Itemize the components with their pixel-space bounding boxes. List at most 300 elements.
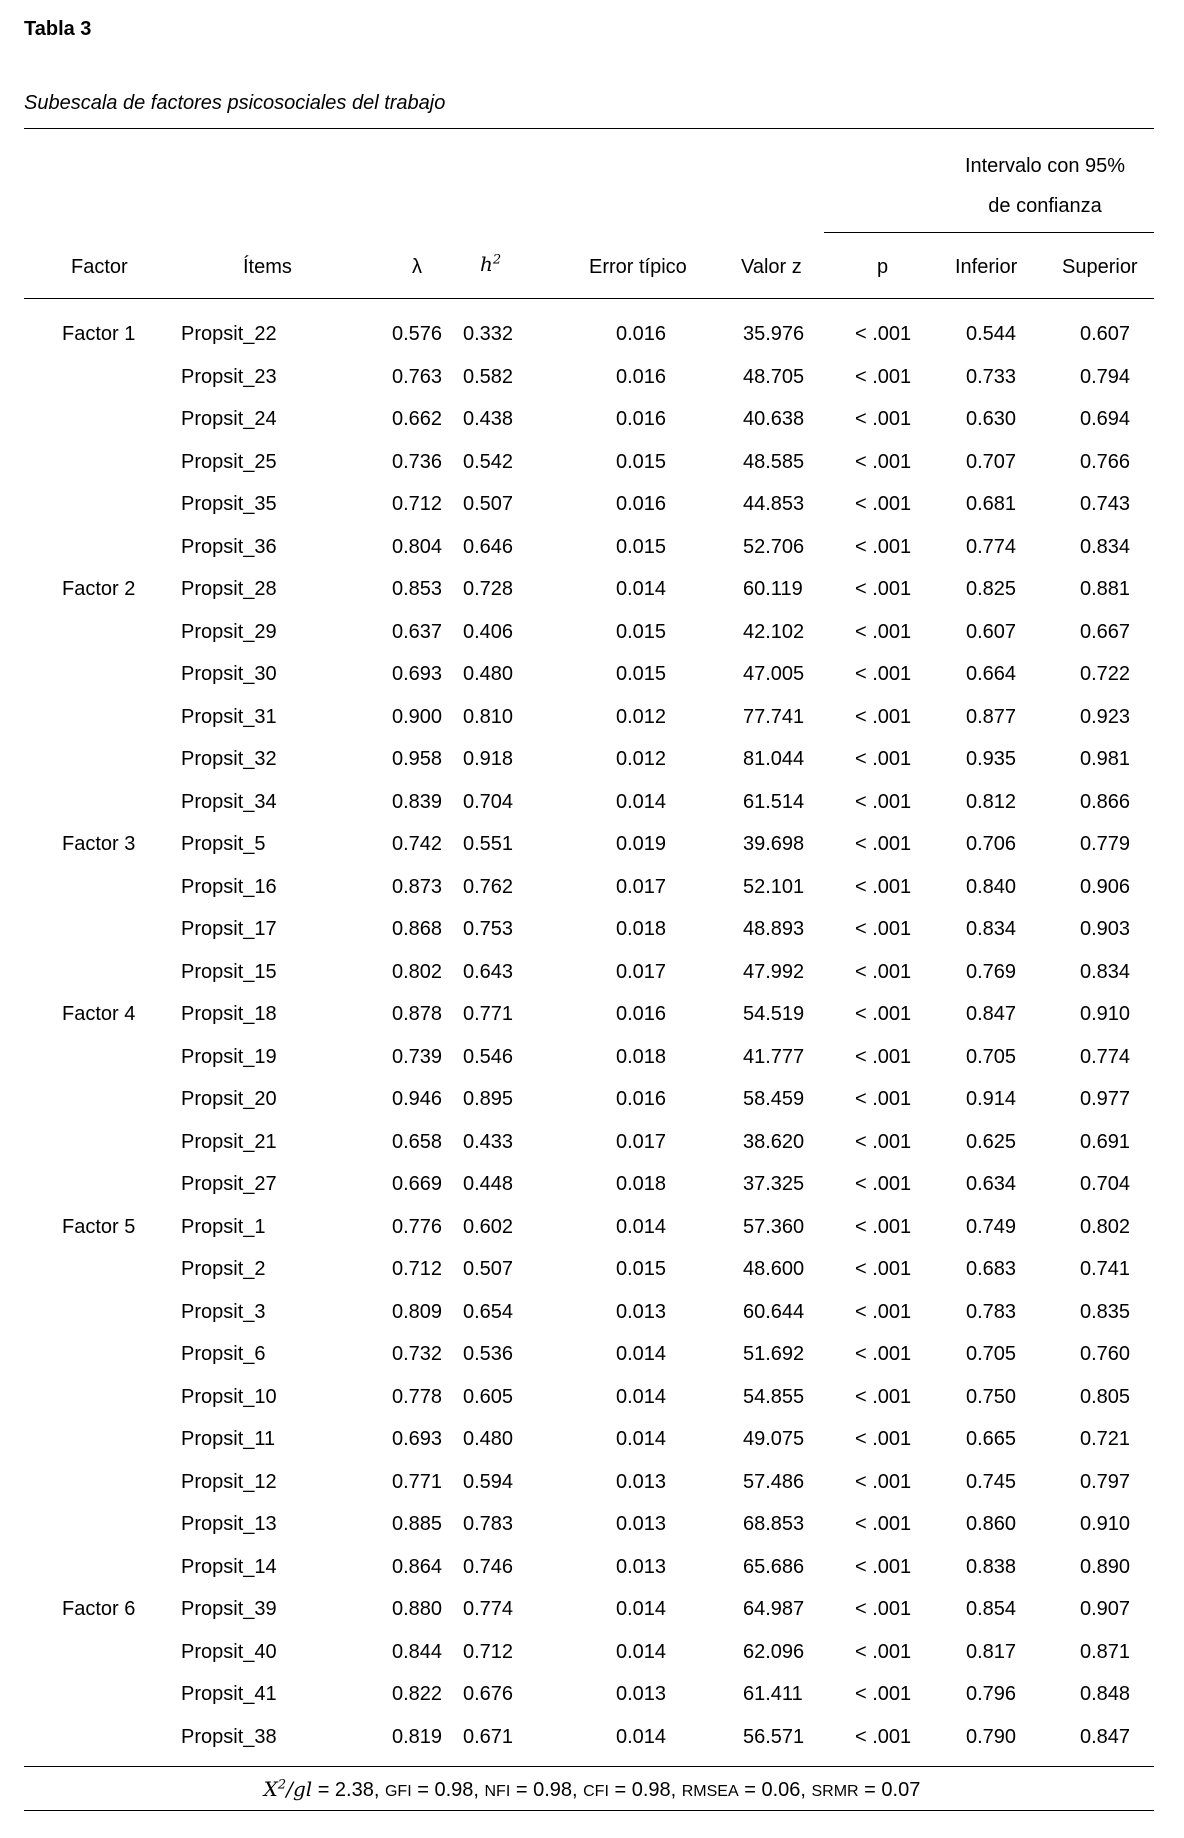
cell-lower: 0.812 [966,790,1017,813]
cell-lower: 0.634 [966,1173,1017,1195]
chi-symbol: X [263,1777,278,1801]
table-row [0,1294,1184,1337]
header-factor: Factor [71,256,128,278]
cell-item: Propsit_24 [181,408,277,430]
cell-item: Propsit_35 [181,493,277,515]
cell-z: 39.698 [743,833,805,855]
cell-h2: 0.536 [463,1343,514,1365]
cell-error: 0.016 [616,1088,667,1110]
cell-lambda: 0.739 [392,1045,443,1068]
nfi-value: = 0.98, [510,1779,584,1801]
cell-z: 44.853 [743,493,805,515]
cell-error: 0.014 [616,1215,667,1238]
cell-lower: 0.769 [966,960,1017,983]
cell-factor: Factor 6 [62,1598,136,1620]
cell-item: Propsit_25 [181,450,277,473]
cell-lower: 0.817 [966,1640,1017,1663]
cell-item: Propsit_5 [181,833,266,855]
cell-p: < .001 [855,1725,912,1748]
cell-p: < .001 [855,1385,912,1408]
cell-upper: 0.805 [1080,1385,1131,1408]
table-row [0,614,1184,657]
cell-upper: 0.848 [1080,1683,1131,1705]
header-h2-sup: 2 [492,252,502,268]
cell-lower: 0.607 [966,620,1017,643]
cell-lambda: 0.885 [392,1513,443,1535]
cell-p: < .001 [855,960,912,983]
cell-error: 0.014 [616,1385,667,1408]
cell-p: < .001 [855,918,912,940]
cell-lambda: 0.946 [392,1088,443,1110]
cell-lambda: 0.736 [392,450,443,473]
table-row [0,1506,1184,1549]
cell-p: < .001 [855,493,912,515]
cell-p: < .001 [855,875,912,898]
table-row [0,1039,1184,1082]
cell-h2: 0.582 [463,365,514,388]
cell-h2: 0.594 [463,1470,514,1493]
header-z: Valor z [741,256,802,278]
cell-lower: 0.630 [966,408,1017,430]
cell-h2: 0.332 [463,323,514,345]
header-rule [24,298,1154,299]
cell-upper: 0.741 [1080,1258,1131,1280]
cell-item: Propsit_18 [181,1003,277,1025]
cell-z: 41.777 [743,1045,805,1068]
cell-z: 52.706 [743,535,805,558]
cell-upper: 0.743 [1080,493,1131,515]
cell-lower: 0.854 [966,1598,1017,1620]
cell-h2: 0.480 [463,1428,514,1450]
ci-header-line-1: Intervalo con 95% [964,155,1126,177]
cell-error: 0.015 [616,620,667,643]
cell-item: Propsit_6 [181,1343,266,1365]
cell-lambda: 0.804 [392,535,443,558]
cell-lower: 0.544 [966,323,1017,345]
cell-upper: 0.835 [1080,1300,1131,1323]
cell-upper: 0.704 [1080,1173,1131,1195]
cell-item: Propsit_41 [181,1683,277,1705]
cell-item: Propsit_22 [181,323,277,345]
cell-upper: 0.760 [1080,1343,1131,1365]
cell-lower: 0.750 [966,1385,1017,1408]
cell-lambda: 0.742 [392,833,443,855]
header-lambda: λ [412,256,422,278]
cell-upper: 0.766 [1080,450,1131,473]
cell-z: 40.638 [743,408,805,430]
cell-lower: 0.774 [966,535,1017,558]
table-row [0,359,1184,402]
cell-item: Propsit_15 [181,960,277,983]
cell-lambda: 0.693 [392,1428,443,1450]
cell-h2: 0.895 [463,1088,514,1110]
cell-lower: 0.935 [966,748,1017,770]
rmsea-value: = 0.06, [738,1779,812,1801]
cell-p: < .001 [855,1088,912,1110]
cell-item: Propsit_13 [181,1513,277,1535]
cell-upper: 0.847 [1080,1725,1131,1748]
cell-lambda: 0.712 [392,493,443,515]
cell-h2: 0.728 [463,578,514,600]
cell-item: Propsit_34 [181,790,277,813]
cell-h2: 0.406 [463,620,514,643]
cell-p: < .001 [855,1300,912,1323]
cell-z: 54.519 [743,1003,805,1025]
cell-h2: 0.542 [463,450,514,473]
cell-item: Propsit_17 [181,918,277,940]
cell-p: < .001 [855,748,912,770]
cell-z: 47.992 [743,960,805,983]
cell-lambda: 0.822 [392,1683,443,1705]
cell-z: 48.893 [743,918,805,940]
cell-z: 48.600 [743,1258,805,1280]
cell-p: < .001 [855,1640,912,1663]
cell-upper: 0.910 [1080,1003,1131,1025]
cfi-value: = 0.98, [608,1779,682,1801]
table-row [0,1719,1184,1762]
cell-lower: 0.840 [966,875,1017,898]
cell-p: < .001 [855,1428,912,1450]
cell-p: < .001 [855,1173,912,1195]
cell-lower: 0.706 [966,833,1017,855]
cell-error: 0.016 [616,365,667,388]
cell-upper: 0.881 [1080,578,1131,600]
cell-factor: Factor 3 [62,833,136,855]
cell-error: 0.016 [616,1003,667,1025]
cell-h2: 0.774 [463,1598,514,1620]
cell-h2: 0.676 [463,1683,514,1705]
cell-p: < .001 [855,1130,912,1153]
cell-z: 60.644 [743,1300,805,1323]
cell-p: < .001 [855,578,912,600]
cell-lambda: 0.839 [392,790,443,813]
cell-error: 0.018 [616,1173,667,1195]
table-row [0,1166,1184,1209]
gfi-value: = 0.98, [411,1779,485,1801]
cell-item: Propsit_40 [181,1640,277,1663]
cell-z: 61.514 [743,790,805,813]
cell-upper: 0.923 [1080,705,1131,728]
cell-h2: 0.704 [463,790,514,813]
cell-z: 38.620 [743,1130,805,1153]
cell-lambda: 0.880 [392,1598,443,1620]
cell-lambda: 0.771 [392,1470,443,1493]
cell-p: < .001 [855,1003,912,1025]
cell-p: < .001 [855,323,912,345]
table-title: Subescala de factores psicosociales del trabajo [24,92,446,114]
cell-lambda: 0.900 [392,705,443,728]
cell-error: 0.013 [616,1683,667,1705]
cell-upper: 0.981 [1080,748,1131,770]
cell-z: 54.855 [743,1385,805,1408]
cell-error: 0.015 [616,1258,667,1280]
table-row [0,401,1184,444]
table-row [0,571,1184,614]
cfi-label: CFI [583,1783,609,1800]
chi-df: /gl [286,1777,313,1801]
cell-upper: 0.721 [1080,1428,1131,1450]
cell-item: Propsit_32 [181,748,277,770]
cell-p: < .001 [855,535,912,558]
cell-lambda: 0.662 [392,408,443,430]
cell-lower: 0.847 [966,1003,1017,1025]
cell-lambda: 0.778 [392,1385,443,1408]
cell-p: < .001 [855,833,912,855]
table-row [0,529,1184,572]
cell-h2: 0.783 [463,1513,514,1535]
cell-error: 0.018 [616,918,667,940]
cell-lower: 0.860 [966,1513,1017,1535]
table-row [0,869,1184,912]
cell-p: < .001 [855,1470,912,1493]
cell-lambda: 0.864 [392,1555,443,1578]
cell-p: < .001 [855,1215,912,1238]
cell-lower: 0.683 [966,1258,1017,1280]
cell-error: 0.019 [616,833,667,855]
cell-upper: 0.774 [1080,1045,1131,1068]
cell-item: Propsit_27 [181,1173,277,1195]
cell-h2: 0.438 [463,408,514,430]
nfi-label: NFI [484,1783,511,1800]
srmr-value: = 0.07 [858,1779,921,1801]
cell-error: 0.013 [616,1300,667,1323]
table-row [0,444,1184,487]
cell-error: 0.014 [616,1640,667,1663]
chi-value: = 2.38, [312,1779,385,1801]
cell-lower: 0.914 [966,1088,1017,1110]
table-row [0,1251,1184,1294]
cell-z: 52.101 [743,875,805,898]
cell-upper: 0.866 [1080,790,1131,813]
cell-z: 48.705 [743,365,805,388]
cell-error: 0.016 [616,323,667,345]
table-label: Tabla 3 [24,18,92,40]
srmr-label: SRMR [811,1783,859,1800]
cell-item: Propsit_2 [181,1258,266,1280]
cell-lambda: 0.958 [392,748,443,770]
header-lower: Inferior [955,256,1018,278]
table-row [0,699,1184,742]
table-row [0,316,1184,359]
cell-lower: 0.790 [966,1725,1017,1748]
cell-z: 42.102 [743,620,805,643]
table-row [0,1081,1184,1124]
cell-h2: 0.507 [463,1258,514,1280]
table-row [0,1634,1184,1677]
cell-upper: 0.903 [1080,918,1131,940]
cell-error: 0.012 [616,748,667,770]
cell-lower: 0.796 [966,1683,1017,1705]
cell-p: < .001 [855,1045,912,1068]
cell-item: Propsit_16 [181,875,277,898]
cell-error: 0.014 [616,578,667,600]
cell-p: < .001 [855,663,912,685]
cell-upper: 0.802 [1080,1215,1131,1238]
cell-upper: 0.794 [1080,365,1131,388]
cell-z: 68.853 [743,1513,805,1535]
ci-header-line-2: de confianza [988,195,1102,217]
cell-lower: 0.745 [966,1470,1017,1493]
cell-upper: 0.722 [1080,663,1131,685]
cell-lower: 0.733 [966,365,1017,388]
cell-z: 81.044 [743,748,805,770]
cell-h2: 0.712 [463,1640,514,1663]
cell-p: < .001 [855,365,912,388]
cell-lower: 0.681 [966,493,1017,515]
cell-h2: 0.671 [463,1725,514,1748]
cell-z: 48.585 [743,450,805,473]
cell-error: 0.014 [616,790,667,813]
top-rule [24,128,1154,129]
cell-lambda: 0.712 [392,1258,443,1280]
cell-upper: 0.834 [1080,960,1131,983]
cell-error: 0.016 [616,493,667,515]
cell-factor: Factor 1 [62,323,136,345]
cell-item: Propsit_12 [181,1470,277,1493]
cell-lower: 0.834 [966,918,1017,940]
cell-item: Propsit_21 [181,1130,277,1153]
cell-upper: 0.834 [1080,535,1131,558]
cell-error: 0.013 [616,1555,667,1578]
cell-p: < .001 [855,620,912,643]
cell-h2: 0.602 [463,1215,514,1238]
table-row [0,1676,1184,1719]
cell-lower: 0.705 [966,1045,1017,1068]
cell-lambda: 0.802 [392,960,443,983]
cell-h2: 0.753 [463,918,514,940]
cell-lower: 0.838 [966,1555,1017,1578]
cell-error: 0.014 [616,1725,667,1748]
cell-h2: 0.546 [463,1045,514,1068]
cell-h2: 0.507 [463,493,514,515]
cell-h2: 0.771 [463,1003,514,1025]
cell-z: 64.987 [743,1598,805,1620]
cell-item: Propsit_19 [181,1045,277,1068]
cell-p: < .001 [855,408,912,430]
cell-z: 47.005 [743,663,805,685]
cell-error: 0.017 [616,960,667,983]
bottom-rule [24,1766,1154,1767]
cell-z: 51.692 [743,1343,805,1365]
cell-lower: 0.783 [966,1300,1017,1323]
cell-z: 58.459 [743,1088,805,1110]
cell-item: Propsit_20 [181,1088,277,1110]
cell-lambda: 0.732 [392,1343,443,1365]
cell-lambda: 0.809 [392,1300,443,1323]
cell-item: Propsit_36 [181,535,277,558]
cell-item: Propsit_3 [181,1300,266,1323]
table-body [0,316,1184,1761]
cell-factor: Factor 4 [62,1003,136,1025]
cell-item: Propsit_23 [181,365,277,388]
cell-error: 0.014 [616,1598,667,1620]
cell-lambda: 0.693 [392,663,443,685]
table-row [0,741,1184,784]
cell-item: Propsit_31 [181,705,277,728]
rmsea-label: RMSEA [681,1783,739,1800]
cell-p: < .001 [855,790,912,813]
table-row [0,996,1184,1039]
cell-upper: 0.691 [1080,1130,1131,1153]
cell-z: 60.119 [743,578,803,600]
cell-item: Propsit_29 [181,620,277,643]
cell-p: < .001 [855,705,912,728]
table-row [0,784,1184,827]
cell-lower: 0.625 [966,1130,1017,1153]
table-row [0,911,1184,954]
table-row [0,1549,1184,1592]
cell-item: Propsit_30 [181,663,277,685]
cell-h2: 0.746 [463,1555,514,1578]
cell-upper: 0.607 [1080,323,1131,345]
cell-error: 0.016 [616,408,667,430]
cell-lower: 0.664 [966,663,1017,685]
fit-indices [0,1777,1184,1802]
cell-lambda: 0.853 [392,578,443,600]
cell-lambda: 0.868 [392,918,443,940]
cell-upper: 0.797 [1080,1470,1131,1493]
cell-p: < .001 [855,1513,912,1535]
cell-h2: 0.480 [463,663,514,685]
cell-z: 35.976 [743,323,805,345]
cell-error: 0.018 [616,1045,667,1068]
cell-lambda: 0.878 [392,1003,443,1025]
cell-upper: 0.907 [1080,1598,1131,1620]
cell-upper: 0.667 [1080,620,1131,643]
header-p: p [877,256,889,278]
cell-h2: 0.918 [463,748,514,770]
cell-upper: 0.906 [1080,875,1131,898]
cell-z: 49.075 [743,1428,805,1450]
cell-p: < .001 [855,1598,912,1620]
cell-lambda: 0.763 [392,365,443,388]
cell-upper: 0.694 [1080,408,1131,430]
cell-factor: Factor 2 [62,578,136,600]
header-upper: Superior [1062,256,1138,278]
final-rule [24,1810,1154,1811]
cell-item: Propsit_14 [181,1555,277,1578]
chi-sup: 2 [277,1777,287,1793]
cell-error: 0.012 [616,705,667,728]
cell-h2: 0.643 [463,960,514,983]
cell-error: 0.013 [616,1470,667,1493]
header-error: Error típico [589,256,687,278]
cell-z: 56.571 [743,1725,805,1748]
cell-z: 77.741 [743,705,805,728]
cell-z: 57.360 [743,1215,805,1238]
cell-lambda: 0.873 [392,875,443,898]
cell-upper: 0.977 [1080,1088,1131,1110]
cell-p: < .001 [855,1343,912,1365]
cell-item: Propsit_39 [181,1598,277,1620]
cell-h2: 0.762 [463,875,514,898]
cell-item: Propsit_38 [181,1725,277,1748]
cell-lower: 0.749 [966,1215,1017,1238]
cell-item: Propsit_28 [181,578,277,600]
table-row [0,486,1184,529]
cell-lambda: 0.637 [392,620,443,643]
cell-h2: 0.654 [463,1300,514,1323]
cell-z: 61.411 [743,1683,803,1705]
table-row [0,1464,1184,1507]
cell-lower: 0.665 [966,1428,1017,1450]
cell-h2: 0.448 [463,1173,514,1195]
table-row [0,954,1184,997]
cell-lower: 0.707 [966,450,1017,473]
table-row [0,1209,1184,1252]
cell-h2: 0.433 [463,1130,514,1153]
cell-lambda: 0.819 [392,1725,443,1748]
